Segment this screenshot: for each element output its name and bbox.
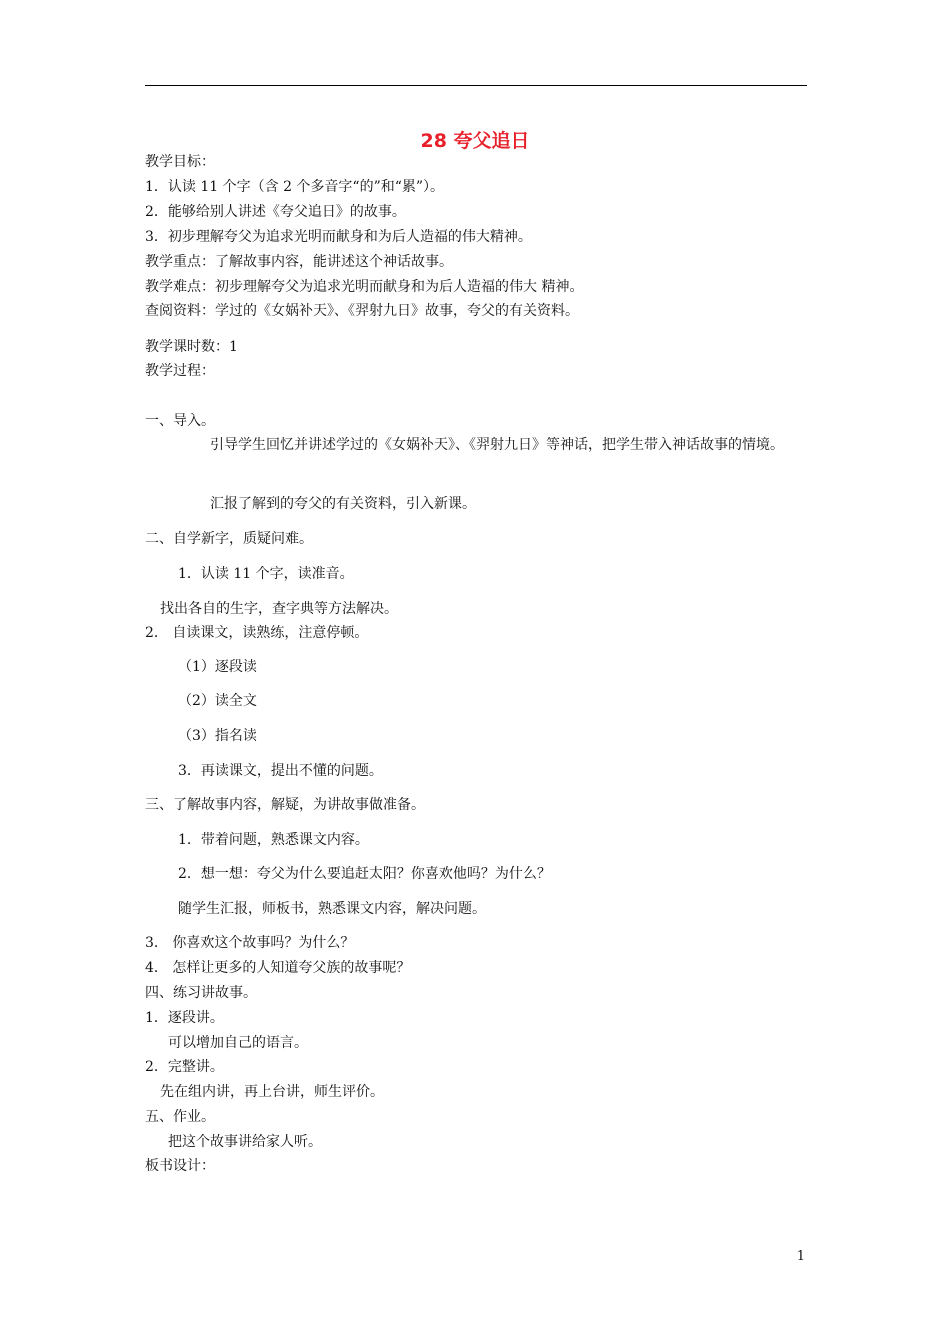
page-title: 28 夸父追日 — [420, 130, 530, 152]
process-heading: 教学过程： — [145, 363, 215, 379]
section-4-note-2: 先在组内讲，再上台讲，师生评价。 — [160, 1084, 384, 1100]
objectives-heading: 教学目标： — [145, 154, 215, 170]
section-3-item-3: 3． 你喜欢这个故事吗？为什么？ — [145, 935, 355, 951]
section-5-heading: 五、作业。 — [145, 1109, 215, 1125]
difficult-points: 教学难点：初步理解夸父为追求光明而献身和为后人造福的伟大 精神。 — [145, 279, 584, 295]
key-points: 教学重点：了解故事内容，能讲述这个神话故事。 — [145, 254, 453, 270]
section-1-paragraph: 引导学生回忆并讲述学过的《女娲补天》、《羿射九日》等神话，把学生带入神话故事的情境。 — [210, 437, 784, 453]
section-4-item-1: 1．逐段讲。 — [145, 1010, 224, 1026]
section-1-line-2: 汇报了解到的夸父的有关资料，引入新课。 — [210, 496, 476, 512]
section-3-item-2: 2．想一想：夸父为什么要追赶太阳？你喜欢他吗？为什么？ — [178, 866, 551, 882]
objective-1: 1．认读 11 个字（含 2 个多音字“的”和“累”）。 — [145, 179, 445, 195]
section-3-heading: 三、了解故事内容，解疑，为讲故事做准备。 — [145, 797, 425, 813]
objective-2: 2．能够给别人讲述《夸父追日》的故事。 — [145, 204, 406, 220]
page-number: 1 — [796, 1249, 805, 1264]
class-hours: 教学课时数：1 — [145, 339, 238, 355]
board-design-heading: 板书设计： — [145, 1158, 215, 1174]
section-2-sub-1: （1）逐段读 — [178, 659, 257, 675]
section-2-note: 找出各自的生字，查字典等方法解决。 — [160, 601, 398, 617]
section-4-item-2: 2．完整讲。 — [145, 1059, 224, 1075]
section-2-sub-2: （2）读全文 — [178, 693, 257, 709]
section-3-item-1: 1．带着问题，熟悉课文内容。 — [178, 832, 369, 848]
header-rule — [145, 85, 807, 86]
section-2-item-1: 1．认读 11 个字，读准音。 — [178, 566, 354, 582]
section-2-heading: 二、自学新字，质疑问难。 — [145, 531, 313, 547]
section-4-heading: 四、练习讲故事。 — [145, 985, 257, 1001]
objective-3: 3．初步理解夸父为追求光明而献身和为后人造福的伟大精神。 — [145, 229, 532, 245]
section-2-item-2: 2． 自读课文，读熟练，注意停顿。 — [145, 625, 369, 641]
section-5-note: 把这个故事讲给家人听。 — [168, 1134, 322, 1150]
section-3-item-4: 4． 怎样让更多的人知道夸父族的故事呢？ — [145, 960, 411, 976]
section-3-note: 随学生汇报，师板书，熟悉课文内容，解决问题。 — [178, 901, 486, 917]
section-2-item-3: 3．再读课文，提出不懂的问题。 — [178, 763, 383, 779]
section-1-heading: 一、导入。 — [145, 413, 215, 429]
section-2-sub-3: （3）指名读 — [178, 728, 257, 744]
section-4-note-1: 可以增加自己的语言。 — [168, 1035, 308, 1051]
reference-materials: 查阅资料：学过的《女娲补天》、《羿射九日》故事，夸父的有关资料。 — [145, 303, 579, 319]
